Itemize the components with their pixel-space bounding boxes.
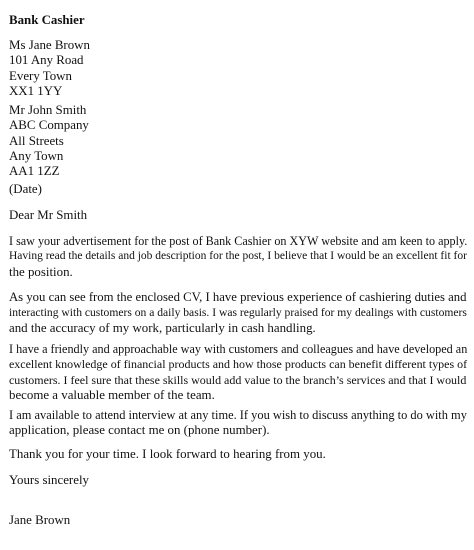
sender-town: Every Town (9, 68, 72, 83)
closing-text: Yours sincerely (9, 473, 89, 487)
paragraph-line: I saw your advertisement for the post of Bank Cashier on XYW website and am keen to apply. (9, 234, 468, 248)
letter-title (9, 13, 467, 28)
paragraph (9, 447, 467, 462)
paragraph-line: Having read the details and job description for the post, I believe that I would be an excellent fit for (9, 250, 467, 263)
paragraph-line: customers. I feel sure that these skills would add value to the branch’s services and that I would (9, 372, 467, 387)
paragraph-line: I have a friendly and approachable way with customers and colleagues and have developed an (9, 342, 468, 356)
paragraph-line: the position. (9, 264, 73, 279)
sender-address (9, 38, 467, 99)
paragraph (9, 342, 467, 403)
recipient-town: Any Town (9, 148, 64, 163)
recipient-street: All Streets (9, 133, 64, 148)
paragraph (9, 290, 467, 336)
sender-name: Ms Jane Brown (9, 38, 90, 52)
recipient-postcode: AA1 1ZZ (9, 164, 60, 179)
signature (9, 513, 467, 528)
letter-title-text: Bank Cashier (9, 13, 85, 27)
closing (9, 473, 467, 488)
paragraph-line: Thank you for your time. I look forward to hearing from you. (9, 447, 326, 461)
letter-date (9, 182, 467, 197)
recipient-address (9, 103, 467, 179)
paragraph-line: As you can see from the enclosed CV, I have previous experience of cashiering duties and (9, 290, 467, 304)
paragraph (9, 408, 467, 439)
sender-postcode: XX1 1YY (9, 83, 63, 98)
signature-name: Jane Brown (9, 513, 71, 527)
salutation (9, 208, 467, 223)
recipient-name: Mr John Smith (9, 103, 87, 117)
paragraph-line: application, please contact me on (phone number). (9, 423, 270, 438)
paragraph-line: become a valuable member of the team. (9, 387, 215, 402)
sender-street: 101 Any Road (9, 53, 84, 68)
date-text: (Date) (9, 182, 42, 196)
paragraph-line: I am available to attend interview at any time. If you wish to discuss anything to do with my (9, 408, 467, 422)
salutation-text: Dear Mr Smith (9, 208, 88, 222)
paragraph-line: and the accuracy of my work, particularly in cash handling. (9, 320, 316, 335)
paragraph (9, 234, 467, 280)
paragraph-line: interacting with customers on a daily basis. I was regularly praised for my dealings with customers (9, 306, 467, 320)
paragraph-line: excellent knowledge of financial products and how those products can benefit different types of (9, 357, 468, 372)
recipient-company: ABC Company (9, 118, 89, 133)
